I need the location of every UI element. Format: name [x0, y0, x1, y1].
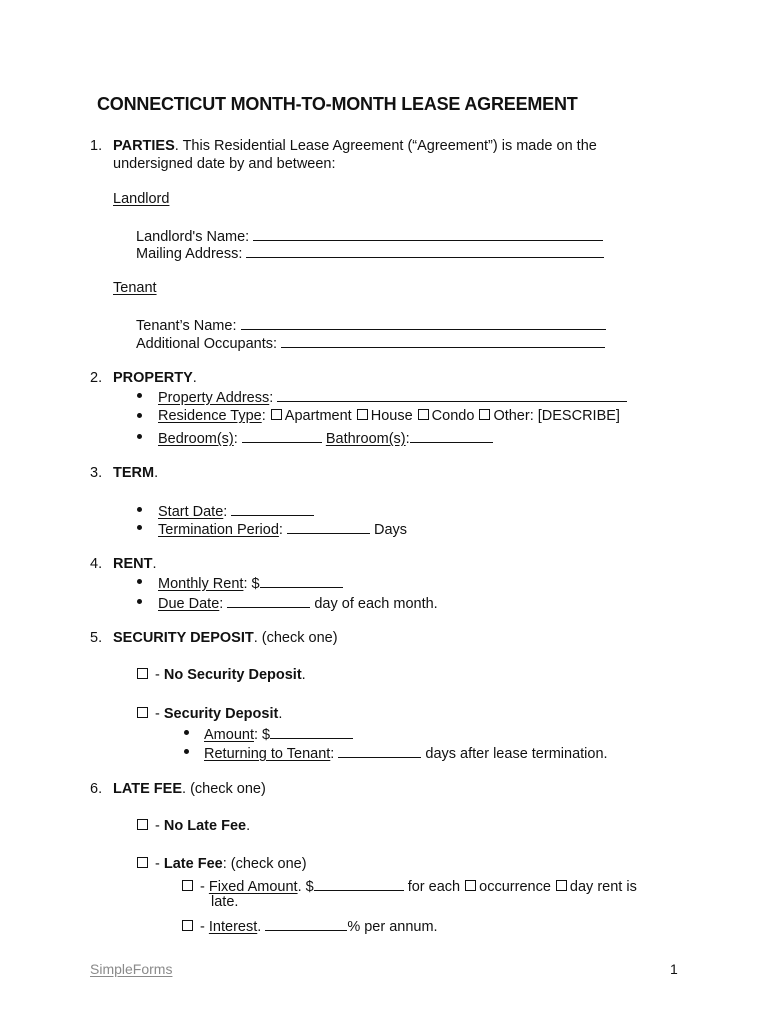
for-each-label: for each [407, 879, 461, 895]
bullet-icon [184, 730, 189, 735]
fixed-amount-checkbox[interactable] [182, 880, 193, 891]
section-1-number: 1. [90, 138, 103, 154]
no-late-fee-row: - No Late Fee. [136, 817, 250, 835]
section-5-check-one: . (check one) [253, 630, 338, 646]
start-date-row: Start Date: [158, 501, 314, 521]
no-security-deposit-row: - No Security Deposit. [136, 666, 306, 684]
bedrooms-field[interactable] [242, 428, 322, 443]
property-address-row: Property Address: [158, 387, 627, 407]
termination-period-row: Termination Period: Days [158, 519, 407, 539]
late-fee-checkbox[interactable] [137, 857, 148, 868]
section-1-text-1: . This Residential Lease Agreement (“Agreement”) is made on the [174, 138, 597, 154]
section-4-number: 4. [90, 556, 103, 572]
monthly-rent-field[interactable] [260, 573, 343, 588]
bathrooms-field[interactable] [410, 428, 493, 443]
day-rent-label: day rent is [569, 879, 637, 895]
other-checkbox[interactable] [479, 409, 490, 420]
no-late-fee-label: No Late Fee [163, 818, 247, 834]
house-checkbox[interactable] [357, 409, 368, 420]
landlord-name-field[interactable] [253, 226, 603, 241]
fixed-amount-row [181, 876, 637, 896]
security-deposit-row: - Security Deposit. [136, 705, 282, 723]
section-3-dot: . [154, 465, 159, 481]
section-4-heading: RENT [113, 556, 153, 572]
due-date-row: Due Date: day of each month. [158, 593, 438, 613]
monthly-rent-row [158, 573, 343, 593]
deposit-amount-field[interactable] [270, 724, 353, 739]
dash: - [151, 667, 164, 683]
condo-option: Condo [431, 408, 475, 424]
property-address-label: Property Address [158, 390, 270, 406]
section-3-heading: TERM [113, 465, 155, 481]
interest-row: - Interest. % per annum. [181, 916, 438, 936]
no-late-fee-checkbox[interactable] [137, 819, 148, 830]
additional-occupants-field[interactable] [281, 333, 605, 348]
section-5-heading: SECURITY DEPOSIT [113, 630, 254, 646]
section-6-title [113, 780, 266, 798]
section-4-dot: . [152, 556, 157, 572]
landlord-name-label: Landlord's Name: [136, 229, 250, 245]
dash: - [151, 818, 164, 834]
section-2-dot: . [192, 370, 197, 386]
returning-days-field[interactable] [338, 743, 421, 758]
monthly-rent-dollar: : $ [243, 576, 260, 592]
per-annum-label: % per annum. [347, 919, 438, 935]
interest-label: Interest [208, 919, 258, 935]
security-deposit-label: Security Deposit [163, 706, 279, 722]
tenant-heading: Tenant [113, 280, 157, 296]
additional-occupants-row [136, 333, 605, 353]
interest-checkbox[interactable] [182, 920, 193, 931]
fixed-amount-label: Fixed Amount [208, 879, 298, 895]
tenant-name-row [136, 315, 606, 335]
condo-checkbox[interactable] [418, 409, 429, 420]
due-date-suffix: day of each month. [314, 596, 438, 612]
mailing-address-field[interactable] [246, 243, 604, 258]
apartment-checkbox[interactable] [271, 409, 282, 420]
occurrence-checkbox[interactable] [465, 880, 476, 891]
bedrooms-label: Bedroom(s) [158, 431, 234, 447]
fixed-amount-field[interactable] [314, 876, 404, 891]
other-option: Other: [DESCRIBE] [493, 408, 620, 424]
due-date-label: Due Date [158, 596, 220, 612]
section-3-number: 3. [90, 465, 103, 481]
dash: - [196, 879, 209, 895]
day-rent-checkbox[interactable] [556, 880, 567, 891]
bullet-icon [184, 749, 189, 754]
dash: - [196, 919, 209, 935]
deposit-amount-row: Amount: $ [204, 724, 353, 744]
termination-period-label: Termination Period [158, 522, 279, 538]
section-1-text-2: undersigned date by and between: [113, 156, 336, 172]
interest-field[interactable] [265, 916, 347, 931]
rooms-row: Bedroom(s): Bathroom(s): [158, 428, 493, 448]
section-3-title [113, 464, 158, 482]
late-fee-check-one: : (check one) [222, 856, 307, 872]
bullet-icon [137, 525, 142, 530]
section-2-title [113, 369, 197, 387]
start-date-label: Start Date [158, 504, 224, 520]
additional-occupants-label: Additional Occupants: [136, 336, 278, 352]
bullet-icon [137, 507, 142, 512]
section-6-check-one: . (check one) [182, 781, 266, 797]
returning-to-tenant-label: Returning to Tenant [204, 746, 331, 762]
house-option: House [370, 408, 413, 424]
mailing-address-row [136, 243, 604, 263]
dash: - [151, 706, 164, 722]
bullet-icon [137, 413, 142, 418]
section-5-number: 5. [90, 630, 103, 646]
returning-suffix: days after lease termination. [425, 746, 608, 762]
section-2-heading: PROPERTY [113, 370, 193, 386]
tenant-name-field[interactable] [241, 315, 606, 330]
security-deposit-checkbox[interactable] [137, 707, 148, 718]
bullet-icon [137, 579, 142, 584]
termination-period-field[interactable] [287, 519, 370, 534]
document-title: CONNECTICUT MONTH-TO-MONTH LEASE AGREEMENT [97, 94, 578, 114]
section-2-number: 2. [90, 370, 103, 386]
section-4-title [113, 555, 157, 573]
due-date-field[interactable] [227, 593, 310, 608]
footer-brand[interactable]: SimpleForms [90, 961, 173, 977]
occurrence-label: occurrence [479, 879, 551, 895]
bathrooms-label: Bathroom(s) [325, 431, 406, 447]
bullet-icon [137, 393, 142, 398]
bullet-icon [137, 599, 142, 604]
section-6-number: 6. [90, 781, 103, 797]
mailing-address-label: Mailing Address: [136, 246, 243, 262]
tenant-name-label: Tenant’s Name: [136, 318, 237, 334]
no-security-deposit-checkbox[interactable] [137, 668, 148, 679]
monthly-rent-label: Monthly Rent [158, 576, 244, 592]
returning-to-tenant-row: Returning to Tenant: days after lease termination. [204, 743, 608, 763]
section-1-heading: PARTIES [113, 138, 175, 154]
page-number: 1 [670, 961, 678, 977]
landlord-heading: Landlord [113, 191, 170, 207]
bullet-icon [137, 434, 142, 439]
residence-type-row: Residence Type: Apartment House Condo Other: [DESCRIBE] [158, 408, 620, 424]
termination-days-label: Days [374, 522, 408, 538]
late-fee-row [136, 855, 307, 873]
fixed-amount-dollar: . $ [297, 879, 314, 895]
start-date-field[interactable] [231, 501, 314, 516]
no-security-deposit-label: No Security Deposit [163, 667, 302, 683]
apartment-option: Apartment [284, 408, 352, 424]
dash: - [151, 856, 164, 872]
section-5-title [113, 629, 338, 647]
deposit-amount-label: Amount [204, 727, 254, 743]
late-label: late. [211, 894, 239, 910]
property-address-field[interactable] [277, 387, 627, 402]
section-6-heading: LATE FEE [113, 781, 183, 797]
residence-type-label: Residence Type [158, 408, 262, 424]
late-fee-label: Late Fee [163, 856, 223, 872]
section-1-line-1 [113, 137, 597, 155]
